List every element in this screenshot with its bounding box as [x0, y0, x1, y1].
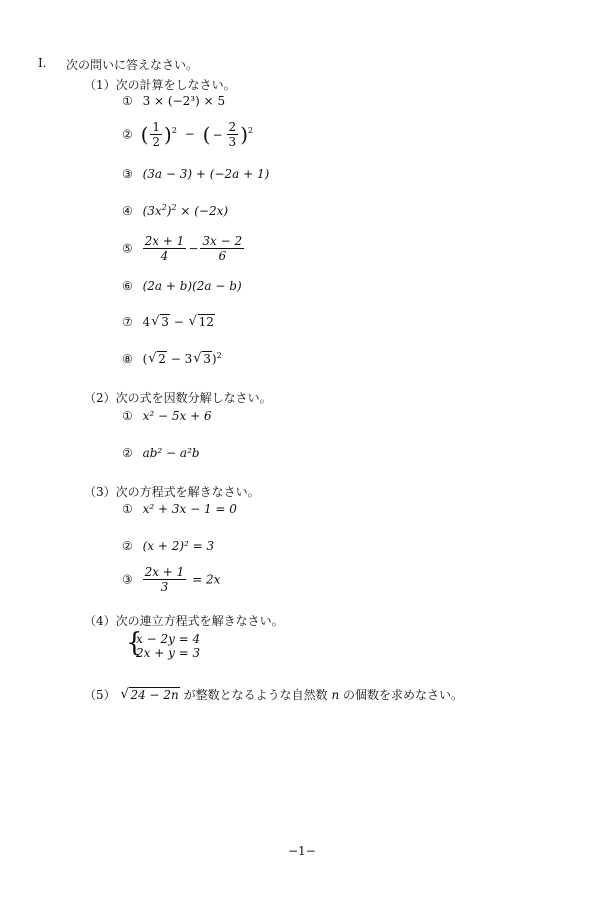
item-marker: ⑤: [122, 241, 133, 256]
q2-item-1: [122, 409, 212, 423]
equation-1: x − 2y = 4: [136, 632, 201, 646]
expression: (2a + b)(2a − b): [142, 279, 242, 293]
question-4-label: （4）次の連立方程式を解きなさい。: [84, 614, 284, 628]
item-marker: ③: [122, 572, 133, 587]
item-marker: ①: [122, 409, 133, 423]
q4-system: [126, 628, 201, 660]
sqrt-symbol: [120, 688, 179, 702]
expression: ab² − a²b: [142, 446, 200, 460]
q1-item-6: [122, 279, 242, 293]
q1-item-8: [122, 352, 222, 366]
sqrt-symbol: √ 3: [151, 315, 170, 329]
fraction-numerator: 1: [152, 120, 161, 134]
item-marker: ②: [122, 446, 133, 460]
q1-item-5: [122, 234, 246, 263]
question-3-label: （3）次の方程式を解きなさい。: [84, 485, 260, 499]
question-5-text: が整数となるような自然数: [183, 688, 332, 702]
question-5-text-end: の個数を求めなさい。: [343, 688, 464, 702]
q3-item-1: [122, 502, 237, 516]
q3-item-3: [122, 565, 220, 594]
fraction-denominator: 3: [228, 135, 237, 149]
q1-item-1: [122, 94, 225, 108]
sqrt-symbol: √ 3: [193, 352, 212, 366]
expression: 3 × (−2³) × 5: [142, 94, 226, 108]
expression: $\frac{2x + 1}{3}$ = 2x: [144, 565, 221, 594]
item-marker: ②: [122, 127, 133, 142]
item-marker: ①: [122, 94, 133, 108]
page-number: −1−: [288, 844, 316, 858]
radicand: 24 − 2n: [130, 688, 179, 702]
sqrt-symbol: √ 12: [189, 315, 215, 329]
item-marker: ③: [122, 167, 133, 181]
expression: x² + 3x − 1 = 0: [142, 502, 237, 516]
q2-item-2: [122, 446, 200, 460]
question-2-label: （2）次の式を因数分解しなさい。: [84, 391, 272, 405]
fraction-numerator: 2: [228, 120, 237, 134]
expression: ( $\frac{1}{2}$ )$^2$ − ( − $\frac{2}{3}$ )$^2$: [140, 120, 254, 149]
item-marker: ④: [122, 204, 133, 218]
variable: n: [331, 688, 340, 702]
expression: x² − 5x + 6: [142, 409, 212, 423]
sqrt-symbol: √ 2: [148, 352, 167, 366]
expression: (3a − 3) + (−2a + 1): [142, 167, 270, 181]
fraction-denominator: 2: [152, 135, 161, 149]
minus-sign: −: [188, 241, 199, 256]
expression: (x + 2)² = 3: [142, 539, 215, 553]
expression: (√ 2 − 3√ 3)$^2$: [143, 352, 222, 366]
fraction-numerator: 3x − 2: [202, 234, 243, 248]
section-number: I.: [38, 56, 47, 70]
expression: 4√ 3 − √ 12: [143, 315, 215, 329]
fraction-numerator: 2x + 1: [144, 234, 185, 248]
section-title: 次の問いに答えなさい。: [66, 58, 199, 72]
item-marker: ①: [122, 502, 133, 516]
item-marker: ⑧: [122, 352, 133, 366]
fraction-denominator: 3: [160, 580, 169, 594]
exponent: 2: [248, 126, 254, 135]
item-marker: ②: [122, 539, 133, 553]
item-marker: ⑥: [122, 279, 133, 293]
q3-item-2: [122, 539, 214, 553]
negative-sign: −: [212, 127, 223, 142]
q1-item-3: [122, 167, 269, 181]
equation-2: 2x + y = 3: [136, 646, 201, 660]
q1-item-4: [122, 204, 228, 218]
minus-sign: −: [184, 127, 195, 141]
question-5-label: （5）: [84, 688, 116, 702]
q1-item-7: [122, 315, 215, 329]
expression: $(3x^2)^2 \times (-2x)$: [142, 203, 229, 218]
item-marker: ⑦: [122, 315, 133, 329]
question-5: [84, 686, 463, 703]
brace-icon: {: [126, 628, 143, 658]
expression: [141, 234, 247, 263]
fraction-denominator: 6: [218, 249, 227, 263]
q1-item-2: [122, 120, 253, 149]
fraction-numerator: 2x + 1: [144, 565, 185, 579]
question-1-label: （1）次の計算をしなさい。: [84, 78, 236, 92]
fraction-denominator: 4: [160, 249, 169, 263]
exponent: 2: [171, 126, 177, 135]
